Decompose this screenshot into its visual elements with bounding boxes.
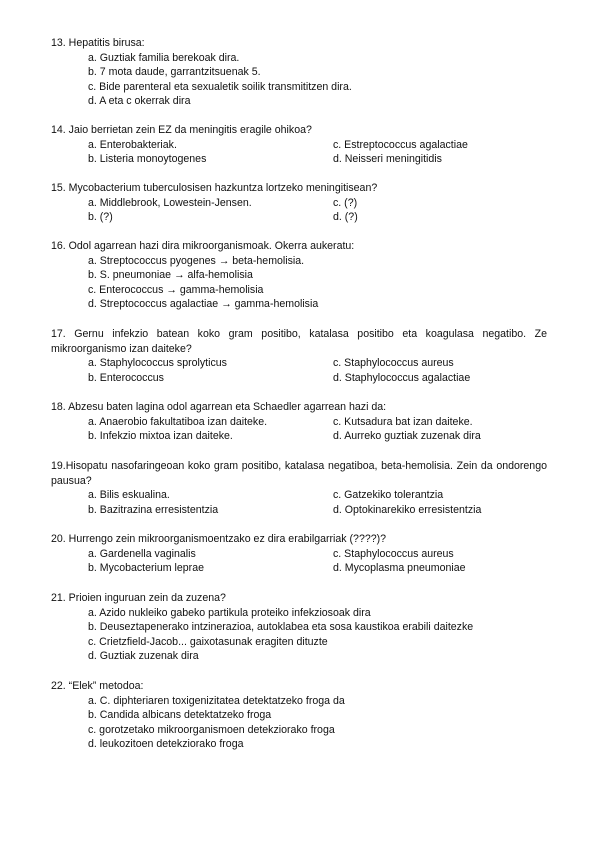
- option-c: c. Kutsadura bat izan daiteke.: [333, 415, 473, 428]
- question-20: [51, 532, 547, 576]
- question-text: 13. Hepatitis birusa:: [51, 37, 145, 49]
- option-b: b. Infekzio mixtoa izan daiteke.: [88, 430, 233, 443]
- question-14: [51, 123, 547, 167]
- option-b: b. Deuseztapenerako intzinerazioa, autoklabea eta sosa kaustikoa erabili daitezke: [88, 621, 474, 634]
- question-text: 19.Hisopatu nasofaringeoan koko gram positibo, katalasa negatiboa, beta-hemolisia. Zein da ondorengo pausua?: [51, 460, 547, 487]
- option-a: a. Enterobakteriak.: [88, 138, 177, 151]
- option-d: d. Guztiak zuzenak dira: [88, 650, 199, 663]
- question-text: 14. Jaio berrietan zein EZ da meningitis eragile ohikoa?: [51, 124, 312, 136]
- options-grid: [51, 547, 547, 576]
- option-b: b. Enterococcus: [88, 371, 164, 384]
- option-b: b. (?): [88, 211, 113, 224]
- option-d: d. Staphylococcus agalactiae: [333, 371, 471, 384]
- options-list: [51, 51, 547, 109]
- option-c: c. (?): [333, 196, 358, 209]
- options-grid: [51, 196, 547, 225]
- option-d: d. Streptococcus agalactiae → gamma-hemolisia: [88, 298, 319, 311]
- option-b: b. Bazitrazina erresistentzia: [88, 503, 219, 516]
- option-c: c. Crietzfield-Jacob... gaixotasunak eragiten dituzte: [88, 635, 328, 648]
- question-text: 20. Hurrengo zein mikroorganismoentzako ez dira erabilgarriak (????)?: [51, 533, 387, 545]
- question-16: [51, 239, 547, 312]
- option-a: a. Gardenella vaginalis: [88, 547, 196, 560]
- option-d: d. Mycoplasma pneumoniae: [333, 562, 466, 575]
- option-b: b. 7 mota daude, garrantzitsuenak 5.: [88, 66, 261, 79]
- question-text: 15. Mycobacterium tuberculosisen hazkuntza lortzeko meningitisean?: [51, 182, 378, 194]
- option-d: d. Aurreko guztiak zuzenak dira: [333, 430, 481, 443]
- option-d: d. Neisseri meningitidis: [333, 153, 442, 166]
- question-text: 16. Odol agarrean hazi dira mikroorganismoak. Okerra aukeratu:: [51, 240, 355, 252]
- option-c: c. Bide parenteral eta sexualetik soilik transmititzen dira.: [88, 80, 352, 93]
- option-a: a. C. diphteriaren toxigenizitatea detektatzeko froga da: [88, 694, 345, 707]
- options-list: [51, 694, 547, 752]
- option-b: b. S. pneumoniae → alfa-hemolisia: [88, 269, 253, 282]
- option-d: d. A eta c okerrak dira: [88, 95, 191, 108]
- option-c: c. Staphylococcus aureus: [333, 357, 454, 370]
- options-grid: [51, 415, 547, 444]
- question-19: [51, 459, 547, 517]
- options-list: [51, 254, 547, 312]
- question-13: [51, 36, 547, 109]
- option-a: a. Anaerobio fakultatiboa izan daiteke.: [88, 415, 268, 428]
- options-grid: [51, 356, 547, 385]
- question-21: [51, 591, 547, 664]
- option-a: a. Guztiak familia berekoak dira.: [88, 51, 240, 64]
- question-text: 17. Gernu infekzio batean koko gram positibo, katalasa positibo eta koagulasa negatibo. Ze mikroorganismo izan daiteke?: [51, 328, 547, 355]
- option-a: a. Staphylococcus sprolyticus: [88, 357, 227, 370]
- option-c: c. Gatzekiko tolerantzia: [333, 489, 444, 502]
- option-c: c. Estreptococcus agalactiae: [333, 138, 468, 151]
- option-d: d. Optokinarekiko erresistentzia: [333, 503, 482, 516]
- question-text: 22. “Elek” metodoa:: [51, 680, 144, 692]
- option-a: a. Middlebrook, Lowestein-Jensen.: [88, 196, 252, 209]
- question-18: [51, 400, 547, 444]
- option-d: d. (?): [333, 211, 358, 224]
- options-grid: [51, 138, 547, 167]
- option-d: d. leukozitoen detekziorako froga: [88, 738, 244, 751]
- question-17: [51, 327, 547, 385]
- options-list: [51, 606, 547, 664]
- option-a: a. Streptococcus pyogenes → beta-hemolisia.: [88, 254, 305, 267]
- option-b: b. Listeria monoytogenes: [88, 153, 207, 166]
- option-c: c. gorotzetako mikroorganismoen detekziorako froga: [88, 723, 335, 736]
- question-15: [51, 181, 547, 225]
- option-c: c. Enterococcus → gamma-hemolisia: [88, 283, 264, 296]
- option-a: a. Azido nukleiko gabeko partikula proteiko infekziosoak dira: [88, 606, 371, 619]
- question-22: [51, 679, 547, 752]
- question-text: 21. Prioien inguruan zein da zuzena?: [51, 592, 226, 604]
- option-c: c. Staphylococcus aureus: [333, 547, 454, 560]
- option-b: b. Mycobacterium leprae: [88, 562, 204, 575]
- question-text: 18. Abzesu baten lagina odol agarrean eta Schaedler agarrean hazi da:: [51, 401, 387, 413]
- options-grid: [51, 488, 547, 517]
- option-a: a. Bilis eskualina.: [88, 489, 170, 502]
- option-b: b. Candida albicans detektatzeko froga: [88, 709, 272, 722]
